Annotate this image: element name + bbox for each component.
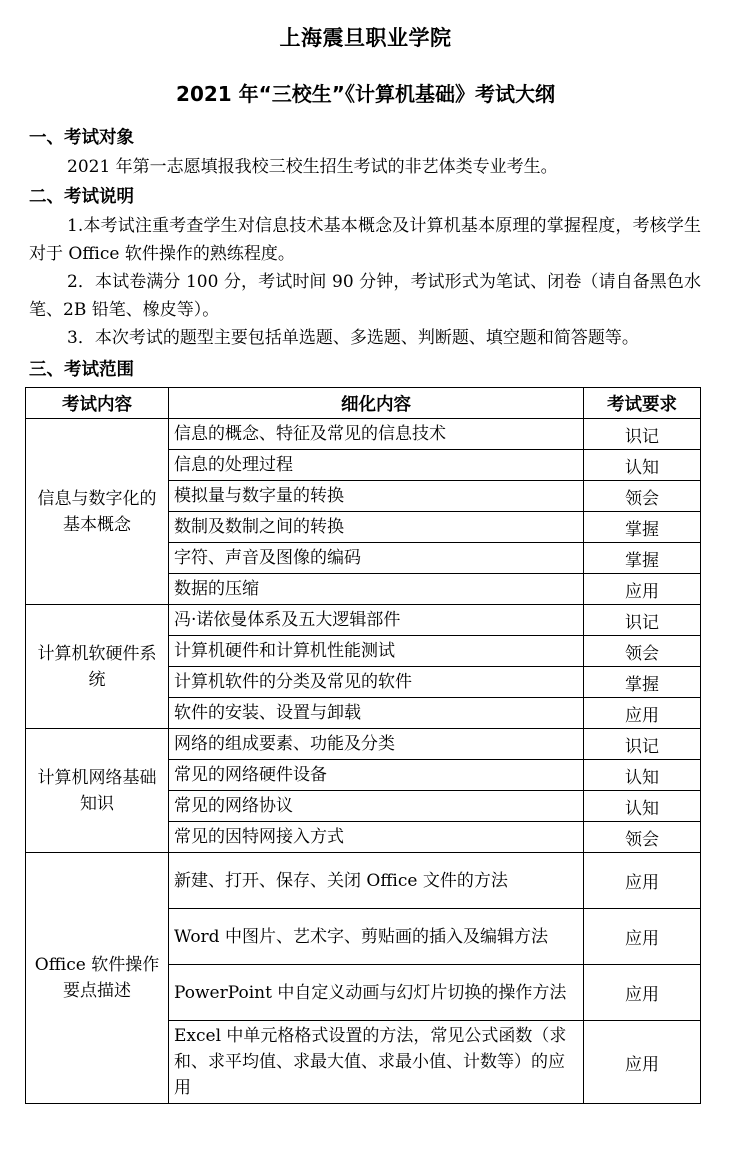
requirement-cell: 认知: [584, 450, 701, 481]
category-cell: 信息与数字化的基本概念: [26, 419, 169, 605]
detail-cell: 数据的压缩: [169, 574, 584, 605]
detail-cell: 常见的网络硬件设备: [169, 760, 584, 791]
detail-cell: 计算机软件的分类及常见的软件: [169, 667, 584, 698]
detail-cell: 模拟量与数字量的转换: [169, 481, 584, 512]
detail-cell: 常见的因特网接入方式: [169, 822, 584, 853]
requirement-cell: 应用: [584, 574, 701, 605]
exam-note-3: 3．本次考试的题型主要包括单选题、多选题、判断题、填空题和简答题等。: [67, 328, 639, 348]
header-exam-content: 考试内容: [26, 388, 169, 419]
requirement-cell: 认知: [584, 760, 701, 791]
detail-cell: 网络的组成要素、功能及分类: [169, 729, 584, 760]
exam-target-text: 2021 年第一志愿填报我校三校生招生考试的非艺体类专业考生。: [67, 157, 558, 177]
detail-cell: 常见的网络协议: [169, 791, 584, 822]
detail-cell: 新建、打开、保存、关闭 Office 文件的方法: [169, 853, 584, 909]
table-row: [26, 853, 701, 909]
requirement-cell: 掌握: [584, 543, 701, 574]
requirement-cell: 领会: [584, 636, 701, 667]
category-cell: 计算机软硬件系统: [26, 605, 169, 729]
detail-cell: PowerPoint 中自定义动画与幻灯片切换的操作方法: [169, 965, 584, 1021]
requirement-cell: 掌握: [584, 512, 701, 543]
requirement-cell: 识记: [584, 729, 701, 760]
detail-cell: Word 中图片、艺术字、剪贴画的插入及编辑方法: [169, 909, 584, 965]
section-heading-exam-target: 一、考试对象: [29, 128, 134, 148]
requirement-cell: 领会: [584, 481, 701, 512]
detail-cell: 冯·诺依曼体系及五大逻辑部件: [169, 605, 584, 636]
category-cell: Office 软件操作要点描述: [26, 853, 169, 1104]
detail-cell: 数制及数制之间的转换: [169, 512, 584, 543]
requirement-cell: 应用: [584, 965, 701, 1021]
requirement-cell: 应用: [584, 853, 701, 909]
section-heading-exam-notes: 二、考试说明: [29, 187, 134, 207]
detail-cell: 信息的概念、特征及常见的信息技术: [169, 419, 584, 450]
section-heading-exam-scope: 三、考试范围: [29, 360, 134, 380]
detail-cell: 软件的安装、设置与卸载: [169, 698, 584, 729]
requirement-cell: 认知: [584, 791, 701, 822]
table-row: [26, 605, 701, 636]
exam-scope-table: [25, 387, 701, 1104]
requirement-cell: 领会: [584, 822, 701, 853]
requirement-cell: 识记: [584, 605, 701, 636]
requirement-cell: 识记: [584, 419, 701, 450]
document-title: 2021 年“三校生”《计算机基础》考试大纲: [176, 82, 555, 106]
requirement-cell: 应用: [584, 1021, 701, 1104]
table-row: [26, 729, 701, 760]
detail-cell: Excel 中单元格格式设置的方法，常见公式函数（求和、求平均值、求最大值、求最小值、计数等）的应用: [169, 1021, 584, 1104]
header-exam-requirement: 考试要求: [584, 388, 701, 419]
header-detail-content: 细化内容: [169, 388, 584, 419]
requirement-cell: 掌握: [584, 667, 701, 698]
detail-cell: 信息的处理过程: [169, 450, 584, 481]
requirement-cell: 应用: [584, 909, 701, 965]
exam-note-2: 2．本试卷满分 100 分，考试时间 90 分钟，考试形式为笔试、闭卷（请自备黑色水笔、2B 铅笔、橡皮等）。: [29, 272, 701, 320]
category-cell: 计算机网络基础知识: [26, 729, 169, 853]
requirement-cell: 应用: [584, 698, 701, 729]
detail-cell: 字符、声音及图像的编码: [169, 543, 584, 574]
school-name: 上海震旦职业学院: [279, 26, 452, 50]
detail-cell: 计算机硬件和计算机性能测试: [169, 636, 584, 667]
table-row: [26, 419, 701, 450]
exam-note-1: 1.本考试注重考查学生对信息技术基本概念及计算机基本原理的掌握程度，考核学生对于 Office 软件操作的熟练程度。: [29, 216, 701, 264]
